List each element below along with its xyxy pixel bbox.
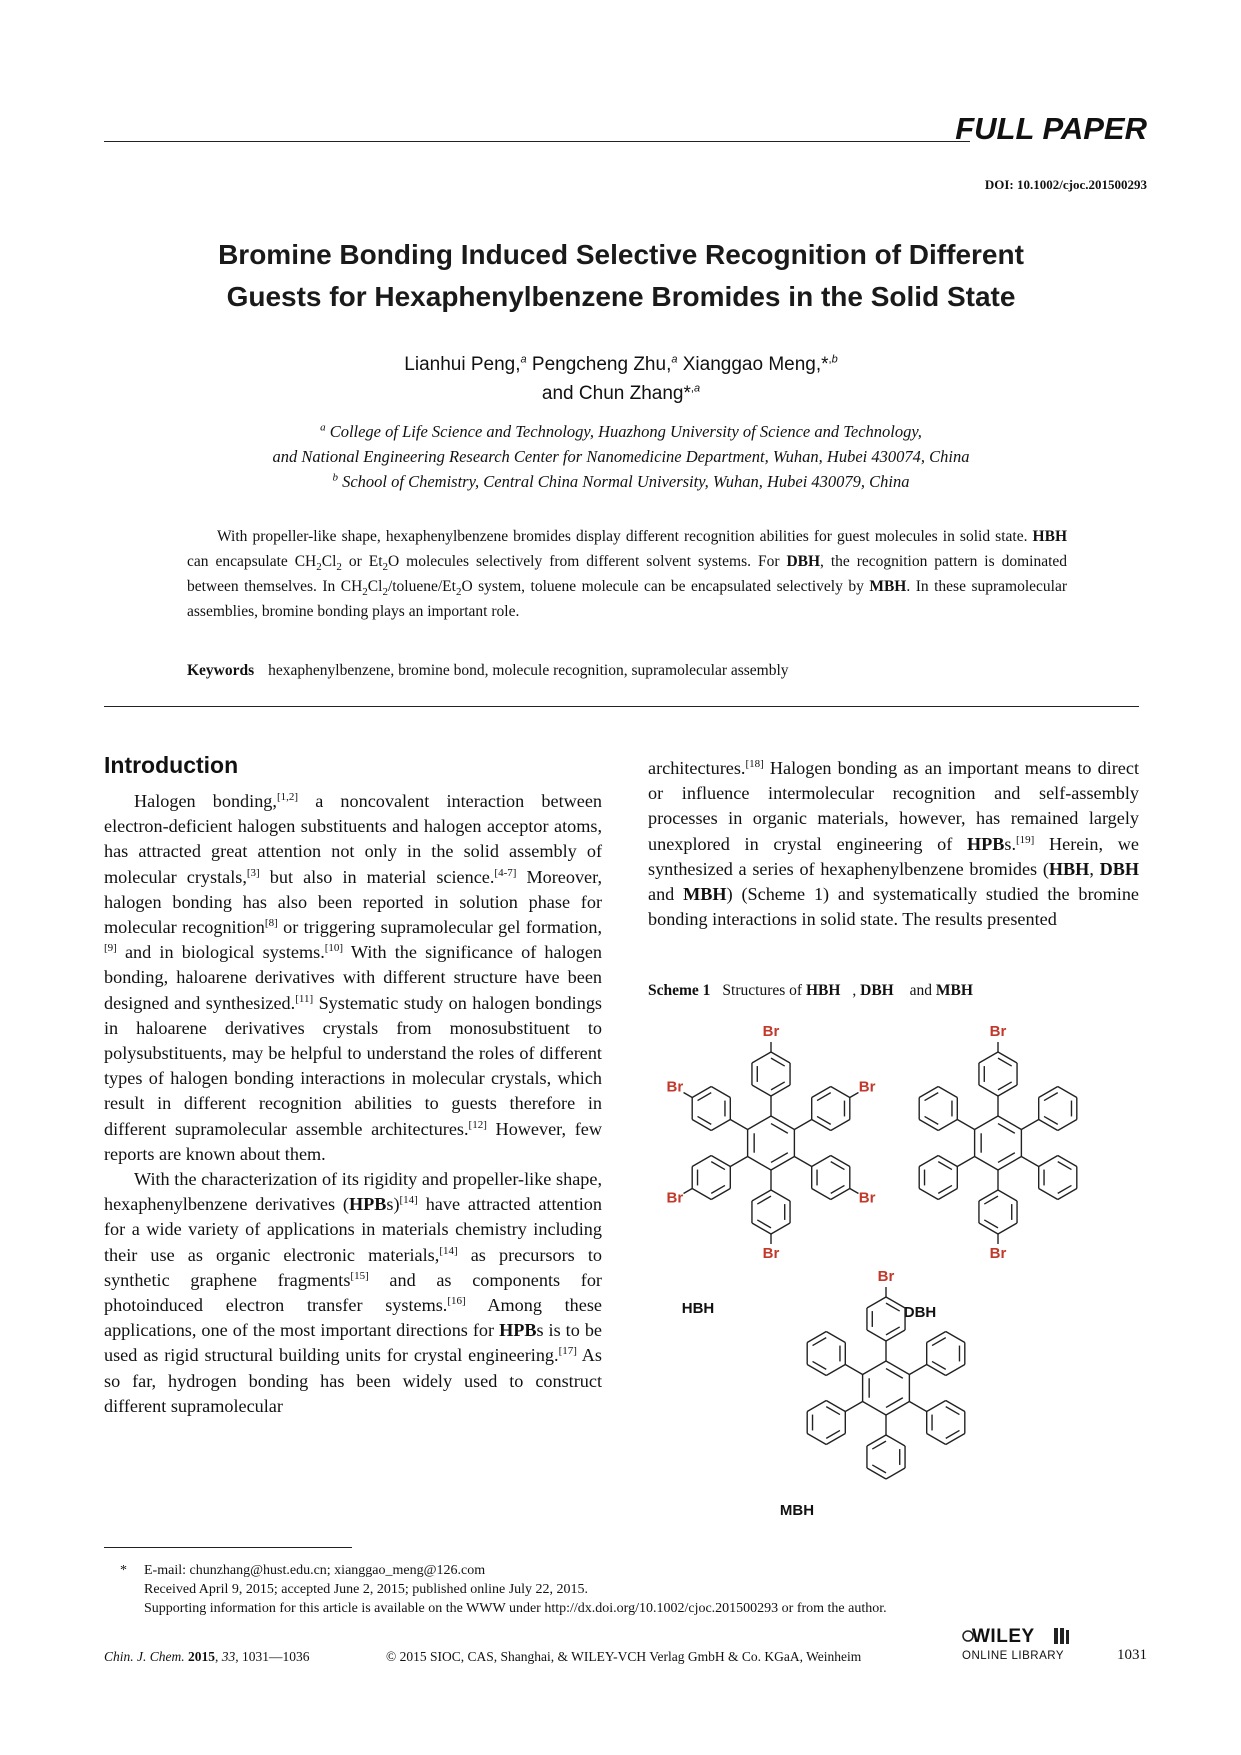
publisher-name: WILEY <box>972 1626 1035 1647</box>
structure-dbh <box>904 1023 1077 1321</box>
bromine-atom-label: Br <box>877 1267 895 1285</box>
copyright: © 2015 SIOC, CAS, Shanghai, & WILEY-VCH Verlag GmbH & Co. KGaA, Weinheim <box>386 1649 862 1664</box>
aryl-bond <box>794 1120 811 1130</box>
c-br-bond <box>684 1093 693 1098</box>
online-library: ONLINE LIBRARY <box>962 1650 1065 1662</box>
affiliation-a: $^a$ College of Life Science and Technology, Huazhong University of Science and Technology, <box>320 421 922 441</box>
introduction-heading: Introduction <box>104 752 239 778</box>
footnote-rule <box>104 1547 352 1548</box>
phenyl-ring <box>979 1190 1017 1234</box>
keywords <box>187 662 1067 680</box>
aryl-bond <box>1021 1157 1038 1167</box>
aryl-bond <box>909 1365 926 1375</box>
aryl-bond <box>794 1157 811 1167</box>
authors-line-2: and Chun Zhang*$^{,a}$ <box>541 382 701 404</box>
compound-label-hbh: HBH <box>681 1299 715 1317</box>
compound-label-mbh: MBH <box>779 1501 815 1519</box>
phenyl-ring <box>807 1401 845 1445</box>
scheme-label: Scheme 1 <box>648 982 711 999</box>
phenyl-ring <box>1039 1156 1077 1200</box>
abstract: With propeller-like shape, hexaphenylbenzene bromides display different recognition abilities for guest molecules in solid state. HBH can encapsulate $CH_2Cl_2$ or $Et_2O$ molecules selectively from different solvent systems. For DBH, the recognition pattern is dominated between themselves. In $CH_2Cl_2/toluene/Et_2O$ system, toluene molecule can be encapsulated selectively by MBH. In these supramolecular assemblies, bromine bonding plays an important role. <box>187 528 1068 620</box>
aryl-bond <box>845 1365 862 1375</box>
phenyl-ring <box>919 1156 957 1200</box>
intro-paragraph-1: Halogen bonding,[1,2] a noncovalent interaction between electron-deficient halogen substituents and halogen acceptor atoms, has attracted great attention not only in the solid assembly of molecular crystals,[3] but also in material science.[4-7] Moreover, halogen bonding has also been reported in solution phase for molecular recognition[8] or triggering supramolecular gel formation,[9] and in biological systems.[10] With the significance of halogen bonding, haloarene derivatives with different structure have been designed and synthesized.[11] Systematic study on halogen bondings in haloarene derivatives crystals from monosubstituent to polysubstituents, may be helpful to understand the roles of different types of halogen bonding interactions in molecular crystals, which result in different recognition abilities to guests therefore in different supramolecular assemble architectures.[12] However, few reports are known about them. <box>104 790 603 1164</box>
bromine-atom-label: Br <box>762 1244 780 1262</box>
bromine-atom-label: Br <box>989 1244 1007 1262</box>
bromine-atom-label: Br <box>989 1022 1007 1040</box>
footnote-received: Received April 9, 2015; accepted June 2, 2015; published online July 22, 2015. <box>144 1582 589 1597</box>
phenyl-ring <box>692 1156 730 1200</box>
central-benzene-ring <box>863 1361 910 1415</box>
footnote-supporting: Supporting information for this article is available on the WWW under http://dx.doi.org/10.1002/cjoc.201500293 or from the author. <box>144 1601 887 1616</box>
intro-paragraph-2: With the characterization of its rigidity and propeller-like shape, hexaphenylbenzene derivatives (HPBs)[14] have attracted attention for a wide variety of applications in materials chemistry including their use as organic electronic materials,[14] as precursors to synthetic graphene fragments[15] and as components for photoinduced electron transfer systems.[16] Among these applications, one of the most important directions for HPBs is to be used as rigid structural building units for crystal engineering.[17] As so far, hydrogen bonding has been widely used to construct different supramolecular <box>104 1169 602 1416</box>
bromine-atom-label: Br <box>666 1189 684 1207</box>
phenyl-ring <box>927 1401 965 1445</box>
phenyl-ring <box>812 1087 850 1131</box>
header-rule <box>104 141 970 142</box>
aryl-bond <box>730 1157 747 1167</box>
right-column <box>648 756 1139 932</box>
aryl-bond <box>957 1120 974 1130</box>
phenyl-ring <box>867 1297 905 1341</box>
affiliations <box>104 419 1138 494</box>
section-label: FULL PAPER <box>955 111 1147 146</box>
title-line-1: Bromine Bonding Induced Selective Recognition of Different <box>218 239 1024 270</box>
c-br-bond <box>684 1189 693 1194</box>
scheme-caption: Scheme 1 Structures of HBH , DBH and MBH <box>648 982 973 999</box>
central-benzene-ring <box>748 1116 795 1170</box>
aryl-bond <box>1021 1120 1038 1130</box>
phenyl-ring <box>812 1156 850 1200</box>
doi: DOI: 10.1002/cjoc.201500293 <box>984 177 1147 192</box>
bromine-atom-label: Br <box>762 1022 780 1040</box>
page-number: 1031 <box>1117 1647 1147 1663</box>
affiliation-b: $^b$ School of Chemistry, Central China Normal University, Wuhan, Hubei 430079, China <box>332 471 910 491</box>
footnote <box>120 1561 887 1618</box>
aryl-bond <box>957 1157 974 1167</box>
aryl-bond <box>845 1402 862 1412</box>
phenyl-ring <box>752 1052 790 1096</box>
aryl-bond <box>909 1402 926 1412</box>
structure-hbh <box>667 1023 876 1317</box>
structure-mbh <box>780 1268 965 1519</box>
phenyl-ring <box>979 1052 1017 1096</box>
phenyl-ring <box>919 1087 957 1131</box>
bromine-atom-label: Br <box>858 1189 876 1207</box>
phenyl-ring <box>867 1435 905 1479</box>
aryl-bond <box>730 1120 747 1130</box>
section-rule <box>104 706 1139 707</box>
c-br-bond <box>850 1093 859 1098</box>
phenyl-ring <box>692 1087 730 1131</box>
compound-label-dbh: DBH <box>903 1303 937 1321</box>
title-line-2: Guests for Hexaphenylbenzene Bromides in the Solid State <box>226 281 1016 312</box>
phenyl-ring <box>927 1332 965 1376</box>
affiliation-a-cont: and National Engineering Research Center for Nanomedicine Department, Wuhan, Hubei 430074, China <box>272 447 970 466</box>
phenyl-ring <box>1039 1087 1077 1131</box>
intro-paragraph-3: architectures.[18] Halogen bonding as an important means to direct or influence intermolecular recognition and self-assembly processes in organic materials, however, has remained largely unexplored in crystal engineering of HPBs.[19] Herein, we synthesized a series of hexaphenylbenzene bromides (HBH, DBH and MBH) (Scheme 1) and systematically studied the bromine bonding interactions in solid state. The results presented <box>648 757 1140 930</box>
bromine-atom-label: Br <box>666 1078 684 1096</box>
journal-citation: Chin. J. Chem. 2015, 33, 1031—1036 <box>104 1649 310 1664</box>
keywords-label: Keywords <box>187 662 255 679</box>
authors-line-1: Lianhui Peng,$^a$ Pengcheng Zhu,$^a$ Xianggao Meng,*$^{,b}$ <box>404 353 838 375</box>
left-column <box>104 752 602 1419</box>
phenyl-ring <box>752 1190 790 1234</box>
article-title <box>104 234 1138 318</box>
central-benzene-ring <box>975 1116 1022 1170</box>
scheme-structures <box>660 1008 1140 1528</box>
bromine-atom-label: Br <box>858 1078 876 1096</box>
keywords-text: hexaphenylbenzene, bromine bond, molecule recognition, supramolecular assembly <box>268 662 789 679</box>
c-br-bond <box>850 1189 859 1194</box>
author-list <box>104 350 1138 408</box>
phenyl-ring <box>807 1332 845 1376</box>
footnote-email: * E-mail: chunzhang@hust.edu.cn; xianggao_meng@126.com <box>120 1563 486 1578</box>
